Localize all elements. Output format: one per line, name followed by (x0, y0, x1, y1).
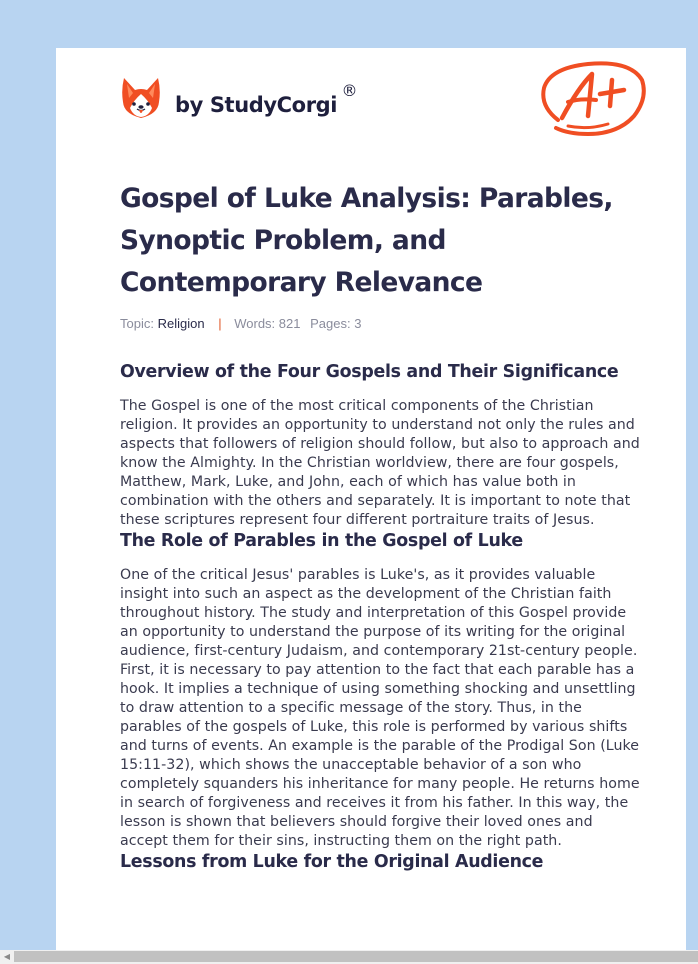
section-heading: Overview of the Four Gospels and Their Significance (120, 362, 619, 382)
scroll-left-arrow-icon[interactable]: ◀ (3, 952, 11, 961)
words-label: Words: (234, 316, 276, 331)
studycorgi-logo[interactable] (121, 76, 358, 120)
corgi-logo-icon (121, 76, 161, 120)
article-meta (120, 314, 640, 334)
registered-mark: ® (341, 81, 358, 100)
pages-label: Pages: (310, 316, 351, 331)
section-paragraph: The Gospel is one of the most critical components of the Christian religion. It provides an opportunity to understand not only the rules and aspects that followers of religion should follow, but also to approach and know the Almighty. In the Christian worldview, there are four gospels, Matthew, Mark, Luke, and John, each of which has value both in combination with the others and separately. It is important to note that these scriptures represent four different portraiture traits of Jesus. (120, 398, 640, 528)
document-page (56, 48, 686, 950)
topic-link[interactable]: Religion (157, 316, 205, 331)
article-title: Gospel of Luke Analysis: Parables, Synoptic Problem, and Contemporary Relevance (120, 183, 613, 298)
pages-count: 3 (354, 316, 362, 331)
a-plus-grade-icon (538, 58, 648, 140)
section-heading: Lessons from Luke for the Original Audience (120, 852, 544, 872)
words-count: 821 (278, 316, 301, 331)
page-header (56, 48, 686, 148)
horizontal-scrollbar[interactable] (0, 950, 698, 964)
article-content (120, 178, 640, 873)
section-heading: The Role of Parables in the Gospel of Luke (120, 531, 523, 551)
scrollbar-thumb[interactable] (14, 951, 698, 962)
brand-name: by StudyCorgi ® (175, 81, 358, 117)
meta-separator: | (218, 316, 222, 331)
topic-label: Topic: (120, 316, 154, 331)
section-paragraph: One of the critical Jesus' parables is Luke's, as it provides valuable insight into such an aspect as the development of the Christian faith throughout history. The study and interpretation of this Gospel provide an opportunity to understand the purpose of its writing for the original audience, first-century Judaism, and contemporary 21st-century people. First, it is necessary to pay attention to the fact that each parable has a hook. It implies a technique of using something shocking and unsettling to draw attention to a specific message of the story. Thus, in the parables of the gospels of Luke, this role is performed by various shifts and turns of events. An example is the parable of the Prodigal Son (Luke 15:11-32), which shows the unacceptable behavior of a son who completely squanders his inheritance for many people. He returns home in search of forgiveness and receives it from his father. In this way, the lesson is shown that believers should forgive their loved ones and accept them for their sins, instructing them on the right path. (120, 567, 640, 849)
